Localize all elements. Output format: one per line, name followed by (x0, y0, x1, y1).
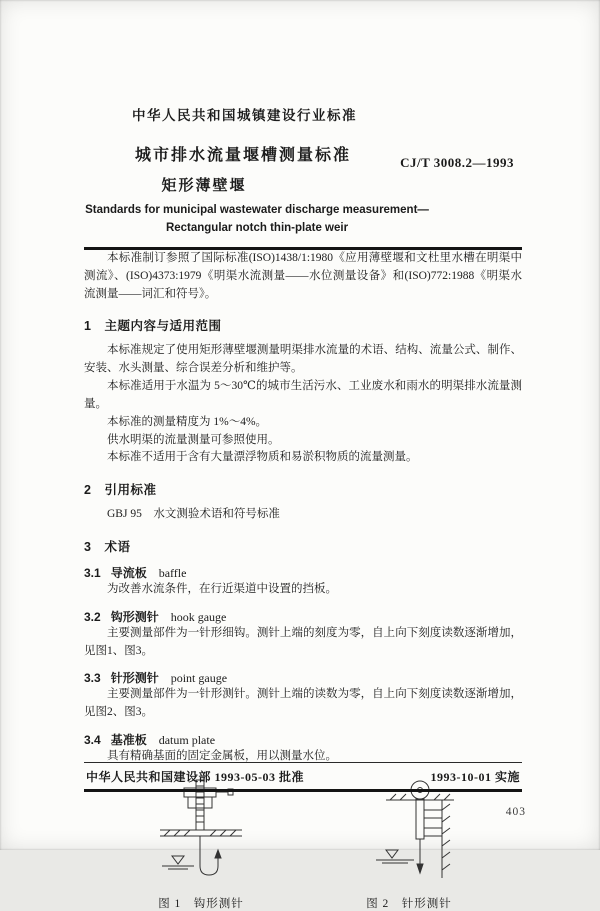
term-heading (84, 564, 522, 581)
point-gauge-diagram (324, 778, 494, 890)
document-subtitle-cn: 矩形薄壁堰 (161, 177, 247, 194)
footer-bottom-rule (84, 789, 522, 792)
water-level-icon (162, 856, 194, 869)
term-definition: 为改善水流条件，在行近渠道中设置的挡板。 (107, 582, 337, 595)
implementation-date: 1993-10-01 实施 (430, 770, 520, 784)
page-footer (84, 762, 522, 792)
figure-1-hook-gauge (106, 778, 296, 911)
term-name-en: datum plate (158, 733, 216, 747)
section-1-paragraph: 本标准的测量精度为 1%～4%。 (107, 415, 268, 428)
term-name-cn: 基准板 (110, 733, 147, 747)
hook-gauge-diagram (116, 778, 286, 890)
figures-row (84, 778, 522, 911)
section-2-heading: 2 引用标准 (84, 483, 157, 498)
section-1-heading: 1 主题内容与适用范围 (84, 319, 222, 334)
term-number: 3.2 (84, 609, 101, 624)
document-title-cn: 城市排水流量堰槽测量标准 (134, 147, 351, 164)
term-name-en: baffle (158, 565, 187, 580)
term-number: 3.1 (84, 565, 101, 580)
standard-class-label: 中华人民共和国城镇建设行业标准 (132, 108, 357, 123)
term-name-cn: 针形测针 (110, 671, 159, 686)
figure-2-caption: 图 2 针形测针 (366, 897, 452, 910)
term-number: 3.4 (84, 733, 101, 747)
document-title-en-line1: Standards for municipal wastewater discharge measurement— (85, 204, 429, 216)
wall (442, 800, 450, 878)
gauge-rod (416, 799, 442, 873)
section-3-heading: 3 术语 (84, 539, 131, 554)
term-name-cn: 钩形测针 (110, 609, 159, 624)
footer-row (84, 763, 522, 789)
term-name-en: hook gauge (170, 609, 227, 624)
section-2-paragraph: GBJ 95 水文测验术语和符号标准 (107, 508, 280, 521)
figure-2-point-gauge (314, 778, 504, 911)
term-number: 3.3 (84, 671, 101, 686)
term-definition: 主要测量部件为一针形测针。测针上端的读数为零，自上向下刻度读数逐渐增加，见图2、图3。 (84, 688, 522, 719)
foreword-paragraph: 本标准制订参照了国际标准(ISO)1438/1:1980《应用薄壁堰和文杜里水槽在明渠中测流》、(ISO)4373:1979《明渠水流测量——水位测量设备》和(ISO)772:1988《明渠水流测量——词汇和符号》。 (84, 252, 522, 300)
term-name-cn: 导流板 (110, 565, 147, 580)
approval-statement: 中华人民共和国建设部 1993-05-03 批准 (86, 770, 304, 784)
page-number: 403 (505, 806, 526, 818)
mounting-plate (160, 830, 242, 836)
section-1-paragraph: 本标准规定了使用矩形薄壁堰测量明渠排水流量的术语、结构、流量公式、制作、安装、水头测量、综合误差分析和维护等。 (84, 344, 522, 375)
section-1-paragraph: 本标准适用于水温为 5～30℃的城市生活污水、工业废水和雨水的明渠排水流量测量。 (84, 380, 522, 410)
title-cn-block (84, 142, 402, 195)
term-heading (84, 608, 522, 625)
document-title-en-line2: Rectangular notch thin-plate weir (165, 222, 349, 234)
section-1-paragraph: 本标准不适用于含有大量漂浮物质和易淤积物质的流量测量。 (107, 451, 418, 464)
standard-code: CJ/T 3008.2—1993 (400, 155, 514, 170)
term-definition: 主要测量部件为一针形细钩。测针上端的刻度为零，自上向下刻度读数逐渐增加，见图1、图3。 (84, 626, 522, 657)
title-block (84, 142, 522, 195)
term-heading (84, 731, 522, 748)
hook-tip (200, 836, 221, 875)
water-level-icon (376, 850, 414, 863)
term-entry (84, 669, 522, 722)
term-name-en: point gauge (170, 671, 228, 686)
term-definition: 具有精确基面的固定金属板，用以测量水位。 (107, 750, 337, 762)
figure-1-caption: 图 1 钩形测针 (158, 897, 244, 910)
term-entry (84, 731, 522, 766)
term-entry (84, 564, 522, 599)
section-1-paragraph: 供水明渠的流量测量可参照使用。 (107, 433, 280, 446)
term-heading (84, 669, 522, 686)
term-entry (84, 608, 522, 661)
